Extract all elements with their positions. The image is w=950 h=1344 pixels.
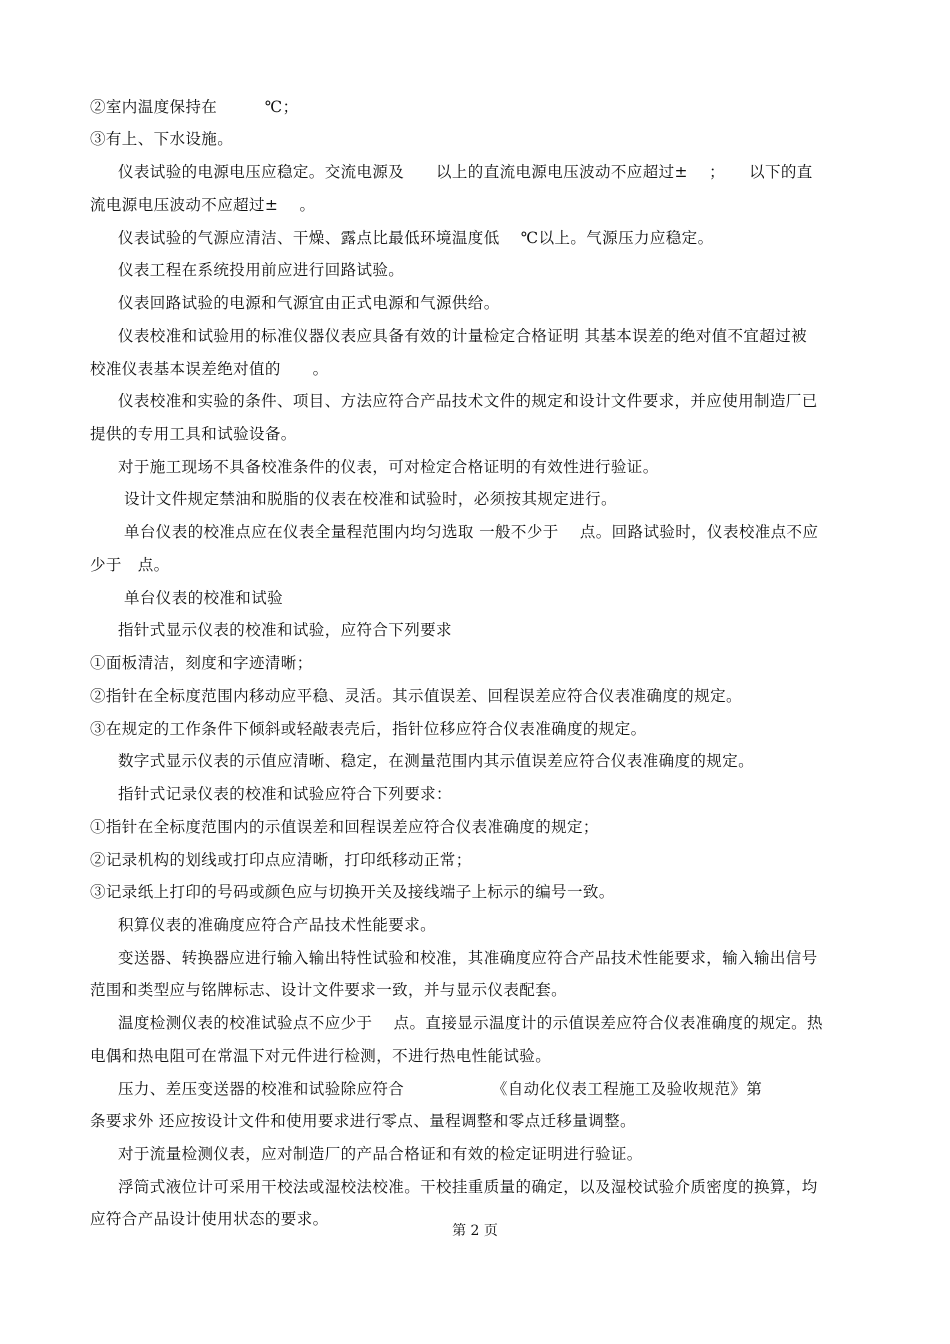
text-line: 范围和类型应与铭牌标志、设计文件要求一致，并与显示仪表配套。 bbox=[90, 981, 568, 999]
list-item: ②记录机构的划线或打印点应清晰，打印纸移动正常； bbox=[90, 851, 472, 869]
text-line: 校准仪表基本误差绝对值的 。 bbox=[90, 360, 329, 378]
text-line: 仪表试验的电源电压应稳定。交流电源及 以上的直流电源电压波动不应超过± ； 以下的直 bbox=[118, 163, 813, 181]
text-line: 应符合产品设计使用状态的要求。 bbox=[90, 1210, 329, 1228]
list-item: ②指针在全标度范围内移动应平稳、灵活。其示值误差、回程误差应符合仪表准确度的规定。 bbox=[90, 687, 742, 705]
text-line: ③有上、下水设施。 bbox=[90, 130, 234, 148]
text-line: 温度检测仪表的校准试验点不应少于 点。直接显示温度计的示值误差应符合仪表准确度的规定。热 bbox=[118, 1014, 823, 1032]
text-line: 数字式显示仪表的示值应清晰、稳定，在测量范围内其示值误差应符合仪表准确度的规定。 bbox=[118, 752, 755, 770]
text-line: 指针式记录仪表的校准和试验应符合下列要求： bbox=[118, 785, 452, 803]
text-line: 流电源电压波动不应超过± 。 bbox=[90, 196, 316, 214]
list-item: ③在规定的工作条件下倾斜或轻敲表壳后，指针位移应符合仪表准确度的规定。 bbox=[90, 720, 647, 738]
page-number: 第 2 页 bbox=[452, 1223, 498, 1239]
text-line: 条要求外 还应按设计文件和使用要求进行零点、量程调整和零点迁移量调整。 bbox=[90, 1112, 636, 1130]
text-line: 变送器、转换器应进行输入输出特性试验和校准，其准确度应符合产品技术性能要求，输入输出信号 bbox=[118, 949, 818, 967]
text-line: 单台仪表的校准点应在仪表全量程范围内均匀选取 一般不少于 点。回路试验时，仪表校准点不应 bbox=[124, 523, 819, 541]
text-line: 电偶和热电阻可在常温下对元件进行检测，不进行热电性能试验。 bbox=[90, 1047, 552, 1065]
text-line: 仪表校准和实验的条件、项目、方法应符合产品技术文件的规定和设计文件要求，并应使用制造厂已 bbox=[118, 392, 818, 410]
text-line: 少于 点。 bbox=[90, 556, 170, 574]
text-line: 指针式显示仪表的校准和试验，应符合下列要求 bbox=[118, 621, 452, 639]
text-line: 压力、差压变送器的校准和试验除应符合 《自动化仪表工程施工及验收规范》第 bbox=[118, 1080, 763, 1098]
text-line: 提供的专用工具和试验设备。 bbox=[90, 425, 297, 443]
text-line: 浮筒式液位计可采用干校法或湿校法校准。干校挂重质量的确定，以及湿校试验介质密度的换算，均 bbox=[118, 1178, 818, 1196]
text-line: 对于流量检测仪表，应对制造厂的产品合格证和有效的检定证明进行验证。 bbox=[118, 1145, 643, 1163]
list-item: ①指针在全标度范围内的示值误差和回程误差应符合仪表准确度的规定； bbox=[90, 818, 599, 836]
text-line: 积算仪表的准确度应符合产品技术性能要求。 bbox=[118, 916, 437, 934]
text-line: ②室内温度保持在 ℃； bbox=[90, 98, 299, 116]
text-line: 仪表校准和试验用的标准仪器仪表应具备有效的计量检定合格证明 其基本误差的绝对值不宜超过被 bbox=[118, 327, 808, 345]
text-line: 设计文件规定禁油和脱脂的仪表在校准和试验时，必须按其规定进行。 bbox=[124, 490, 617, 508]
text-line: 仪表工程在系统投用前应进行回路试验。 bbox=[118, 261, 405, 279]
text-line: 对于施工现场不具备校准条件的仪表，可对检定合格证明的有效性进行验证。 bbox=[118, 458, 659, 476]
section-heading: 单台仪表的校准和试验 bbox=[124, 589, 284, 607]
list-item: ③记录纸上打印的号码或颜色应与切换开关及接线端子上标示的编号一致。 bbox=[90, 883, 615, 901]
list-item: ①面板清洁，刻度和字迹清晰； bbox=[90, 654, 313, 672]
text-line: 仪表回路试验的电源和气源宜由正式电源和气源供给。 bbox=[118, 294, 500, 312]
text-line: 仪表试验的气源应清洁、干燥、露点比最低环境温度低 ℃以上。气源压力应稳定。 bbox=[118, 229, 714, 247]
